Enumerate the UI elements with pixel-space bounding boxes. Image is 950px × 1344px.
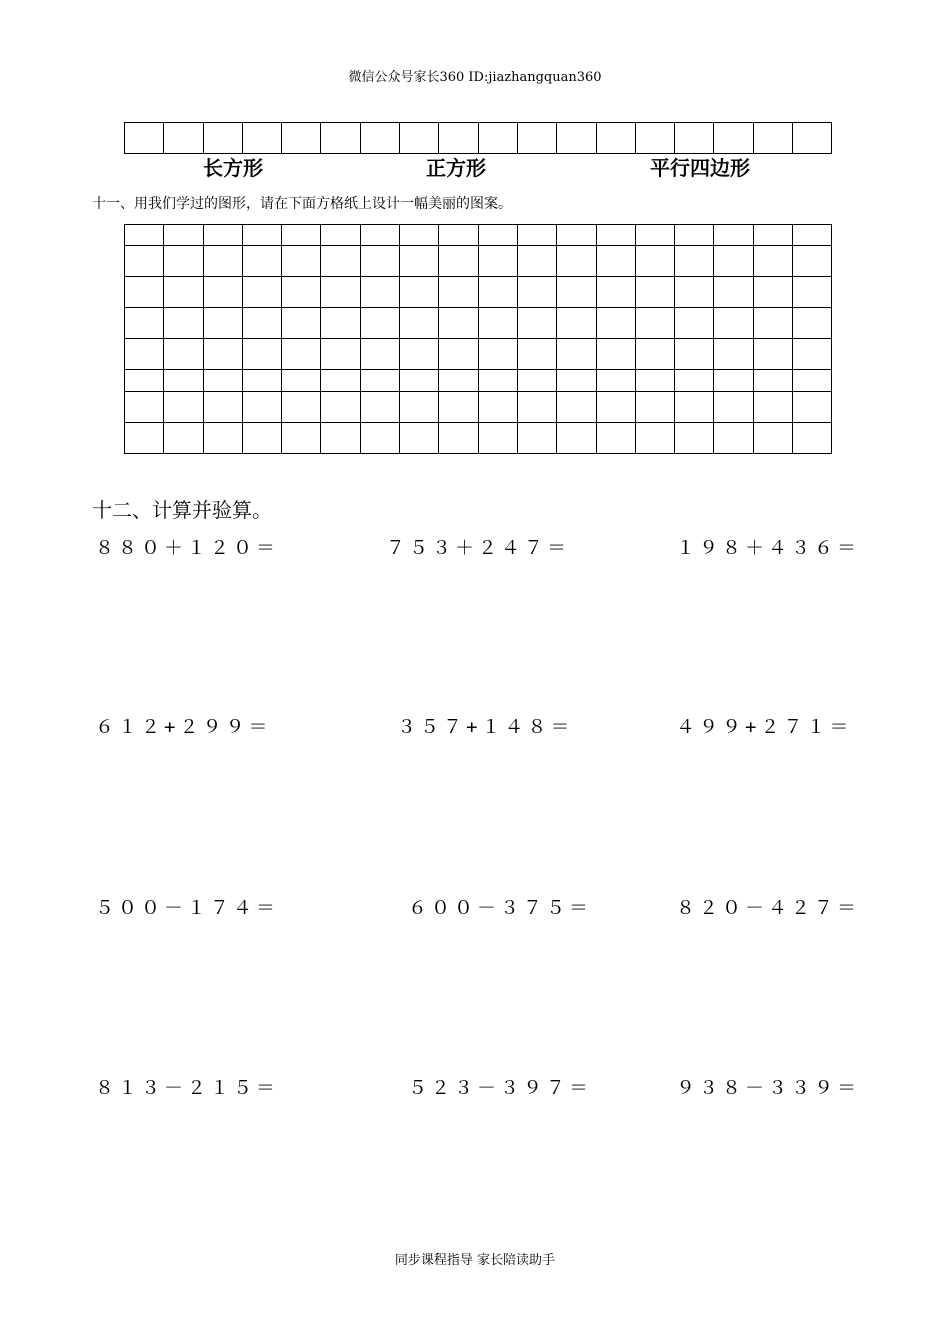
grid-cell: [203, 423, 242, 454]
grid-cell: [753, 225, 792, 246]
grid-cell: [400, 308, 439, 339]
grid-cell: [517, 308, 556, 339]
grid-cell: [517, 423, 556, 454]
grid-cell: [675, 123, 714, 154]
grid-cell: [753, 277, 792, 308]
grid-row: [125, 225, 832, 246]
grid-cell: [400, 370, 439, 392]
grid-cell: [242, 370, 281, 392]
grid-cell: [439, 370, 478, 392]
equation-3-2: ６００－３７５＝: [408, 897, 593, 919]
grid-cell: [203, 339, 242, 370]
grid-cell: [753, 339, 792, 370]
grid-cell: [360, 392, 399, 423]
grid-row: [125, 339, 832, 370]
page-header: 微信公众号家长360 ID:jiazhangquan360: [348, 70, 602, 85]
grid-cell: [125, 392, 164, 423]
grid-cell: [675, 246, 714, 277]
grid-cell: [793, 308, 832, 339]
grid-cell: [517, 339, 556, 370]
grid-cell: [596, 423, 635, 454]
grid-cell: [321, 423, 360, 454]
equation-4-1: ８１３－２１５＝: [95, 1077, 280, 1099]
grid-cell: [400, 246, 439, 277]
grid-cell: [635, 123, 674, 154]
grid-row: [125, 423, 832, 454]
grid-cell: [478, 308, 517, 339]
grid-cell: [203, 308, 242, 339]
grid-cell: [635, 423, 674, 454]
equation-1-1: ８８０＋１２０＝: [95, 537, 280, 559]
grid-cell: [596, 392, 635, 423]
grid-cell: [793, 392, 832, 423]
grid-cell: [439, 423, 478, 454]
question-12-title: 十二、计算并验算。: [92, 498, 272, 522]
shape-grid-row: [124, 122, 832, 154]
grid-cell: [203, 392, 242, 423]
grid-cell: [753, 308, 792, 339]
equation-1-3: １９８＋４３６＝: [676, 537, 861, 559]
grid-cell: [675, 277, 714, 308]
grid-cell: [282, 277, 321, 308]
label-square: 正方形: [426, 156, 486, 180]
grid-cell: [164, 423, 203, 454]
grid-cell: [360, 423, 399, 454]
grid-cell: [400, 392, 439, 423]
grid-cell: [517, 392, 556, 423]
grid-row: [125, 246, 832, 277]
grid-cell: [596, 277, 635, 308]
grid-cell: [793, 225, 832, 246]
grid-cell: [714, 277, 753, 308]
equation-4-2: ５２３－３９７＝: [408, 1077, 593, 1099]
grid-cell: [203, 123, 242, 154]
grid-cell: [282, 339, 321, 370]
grid-cell: [242, 225, 281, 246]
grid-cell: [478, 277, 517, 308]
grid-cell: [164, 370, 203, 392]
grid-cell: [478, 225, 517, 246]
grid-cell: [439, 246, 478, 277]
grid-cell: [635, 370, 674, 392]
equation-4-3: ９３８－３３９＝: [676, 1077, 861, 1099]
grid-cell: [596, 123, 635, 154]
label-parallelogram: 平行四边形: [650, 156, 750, 180]
grid-cell: [321, 308, 360, 339]
grid-cell: [557, 370, 596, 392]
grid-cell: [714, 123, 753, 154]
grid-cell: [478, 392, 517, 423]
grid-cell: [360, 246, 399, 277]
grid-cell: [478, 246, 517, 277]
equation-3-3: ８２０－４２７＝: [676, 897, 861, 919]
grid-cell: [321, 370, 360, 392]
grid-cell: [282, 392, 321, 423]
grid-cell: [400, 123, 439, 154]
grid-cell: [675, 339, 714, 370]
grid-cell: [478, 370, 517, 392]
grid-row: [125, 308, 832, 339]
grid-cell: [635, 392, 674, 423]
grid-cell: [793, 123, 832, 154]
grid-cell: [478, 423, 517, 454]
grid-cell: [635, 246, 674, 277]
design-grid-paper: [124, 224, 832, 454]
label-rectangle: 长方形: [203, 156, 263, 180]
grid-cell: [242, 123, 281, 154]
grid-cell: [282, 423, 321, 454]
grid-cell: [321, 225, 360, 246]
grid-cell: [635, 308, 674, 339]
grid-cell: [242, 246, 281, 277]
grid-cell: [242, 308, 281, 339]
grid-cell: [675, 423, 714, 454]
grid-cell: [164, 277, 203, 308]
grid-cell: [164, 225, 203, 246]
grid-cell: [753, 392, 792, 423]
grid-cell: [557, 308, 596, 339]
grid-cell: [321, 392, 360, 423]
grid-cell: [439, 392, 478, 423]
equation-3-1: ５００－１７４＝: [95, 897, 280, 919]
grid-cell: [596, 370, 635, 392]
grid-cell: [753, 246, 792, 277]
grid-cell: [164, 339, 203, 370]
grid-cell: [439, 277, 478, 308]
grid-cell: [203, 277, 242, 308]
grid-cell: [125, 246, 164, 277]
grid-cell: [321, 123, 360, 154]
grid-cell: [478, 123, 517, 154]
grid-cell: [675, 370, 714, 392]
grid-cell: [714, 370, 753, 392]
grid-cell: [125, 423, 164, 454]
grid-row: [125, 392, 832, 423]
grid-cell: [793, 423, 832, 454]
grid-cell: [635, 277, 674, 308]
grid-cell: [714, 392, 753, 423]
equation-2-3: ４９９+２７１＝: [676, 716, 853, 738]
grid-cell: [164, 123, 203, 154]
grid-cell: [125, 370, 164, 392]
grid-cell: [360, 339, 399, 370]
grid-cell: [517, 225, 556, 246]
equation-1-2: ７５３＋２４７＝: [386, 537, 571, 559]
grid-cell: [164, 308, 203, 339]
grid-cell: [596, 246, 635, 277]
grid-cell: [714, 423, 753, 454]
grid-cell: [793, 339, 832, 370]
grid-cell: [400, 225, 439, 246]
grid-cell: [242, 277, 281, 308]
grid-cell: [635, 225, 674, 246]
grid-cell: [400, 339, 439, 370]
grid-cell: [753, 123, 792, 154]
grid-cell: [203, 225, 242, 246]
equation-2-2: ３５７+１４８＝: [397, 716, 574, 738]
grid-cell: [282, 308, 321, 339]
grid-cell: [321, 277, 360, 308]
grid-cell: [439, 308, 478, 339]
grid-cell: [125, 225, 164, 246]
grid-cell: [360, 370, 399, 392]
grid-cell: [714, 339, 753, 370]
grid-cell: [714, 308, 753, 339]
grid-cell: [400, 423, 439, 454]
grid-cell: [753, 370, 792, 392]
equation-2-1: ６１２+２９９＝: [95, 716, 272, 738]
grid-cell: [714, 225, 753, 246]
grid-cell: [596, 225, 635, 246]
grid-cell: [282, 123, 321, 154]
grid-cell: [125, 339, 164, 370]
grid-cell: [675, 308, 714, 339]
grid-cell: [242, 423, 281, 454]
grid-row: [125, 277, 832, 308]
grid-cell: [596, 308, 635, 339]
grid-cell: [635, 339, 674, 370]
grid-row: [125, 370, 832, 392]
grid-cell: [439, 225, 478, 246]
grid-cell: [164, 246, 203, 277]
grid-cell: [793, 277, 832, 308]
grid-cell: [125, 308, 164, 339]
grid-cell: [517, 246, 556, 277]
grid-cell: [714, 246, 753, 277]
grid-cell: [203, 246, 242, 277]
grid-cell: [478, 339, 517, 370]
grid-cell: [321, 246, 360, 277]
grid-cell: [793, 246, 832, 277]
grid-cell: [282, 246, 321, 277]
grid-cell: [242, 392, 281, 423]
grid-cell: [360, 225, 399, 246]
grid-cell: [557, 123, 596, 154]
grid-cell: [282, 370, 321, 392]
grid-cell: [557, 246, 596, 277]
grid-cell: [753, 423, 792, 454]
grid-cell: [360, 277, 399, 308]
grid-cell: [517, 277, 556, 308]
grid-cell: [675, 225, 714, 246]
grid-cell: [125, 123, 164, 154]
grid-cell: [793, 370, 832, 392]
grid-cell: [517, 370, 556, 392]
grid-cell: [557, 225, 596, 246]
grid-cell: [557, 392, 596, 423]
grid-cell: [321, 339, 360, 370]
grid-cell: [203, 370, 242, 392]
grid-cell: [439, 339, 478, 370]
grid-cell: [360, 123, 399, 154]
grid-cell: [360, 308, 399, 339]
grid-cell: [125, 277, 164, 308]
grid-cell: [517, 123, 556, 154]
grid-cell: [282, 225, 321, 246]
question-11: 十一、用我们学过的图形，请在下面方格纸上设计一幅美丽的图案。: [92, 196, 512, 212]
grid-cell: [164, 392, 203, 423]
grid-cell: [242, 339, 281, 370]
grid-cell: [557, 277, 596, 308]
grid-cell: [439, 123, 478, 154]
grid-cell: [400, 277, 439, 308]
grid-cell: [557, 423, 596, 454]
grid-cell: [596, 339, 635, 370]
grid-row: [125, 123, 832, 154]
grid-cell: [675, 392, 714, 423]
grid-cell: [557, 339, 596, 370]
page-footer: 同步课程指导 家长陪读助手: [394, 1253, 556, 1268]
